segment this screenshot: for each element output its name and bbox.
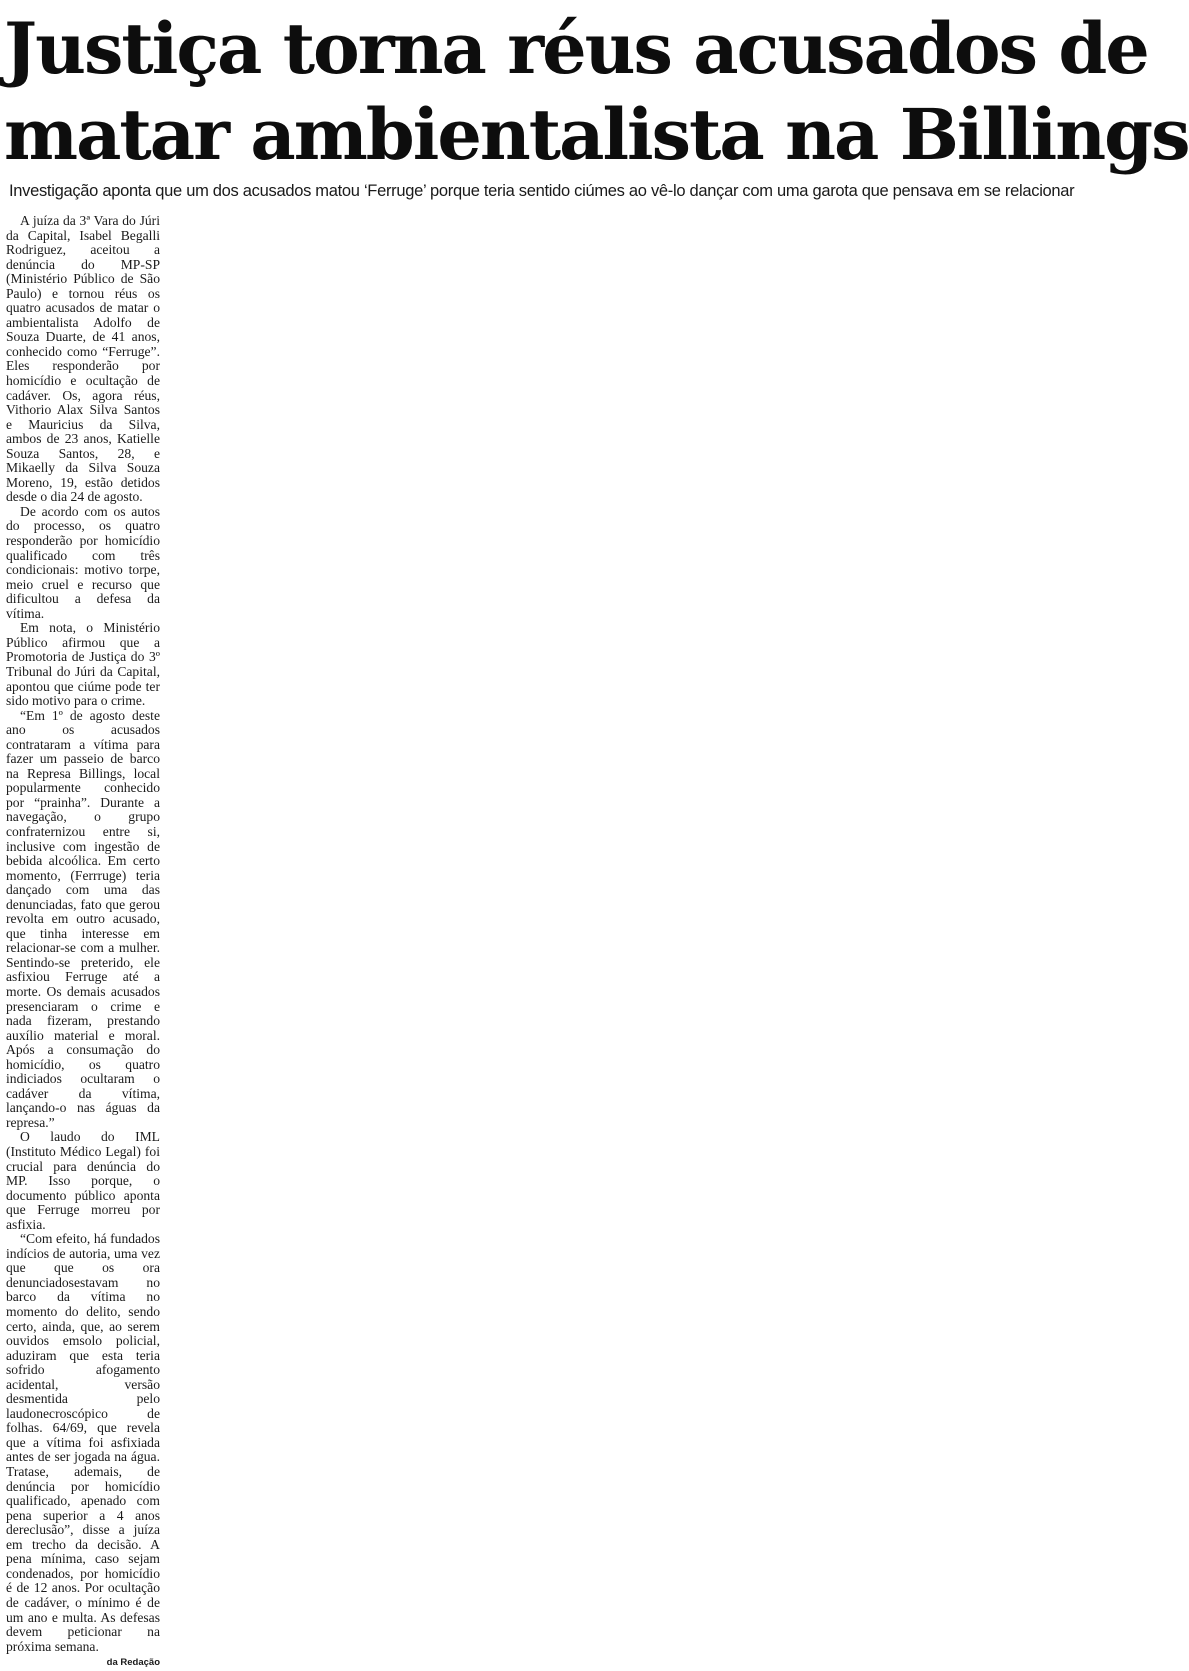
subheadline: Investigação aponta que um dos acusados matou ‘Ferruge’ porque teria sentido ciúmes ao vê-lo dançar com uma garota que pensava em se relacionar <box>9 182 1075 200</box>
paragraph-1: A juíza da 3ª Vara do Júri da Capital, Isabel Begalli Rodriguez, aceitou a denúncia do MP-SP (Ministério Público de São Paulo) e tornou réus os quatro acusados de matar o ambientalista Adolfo de Souza Duarte, de 41 anos, conhecido como “Ferruge”. Eles responderão por homicídio e ocultação de cadáver. Os, agora réus, Vithorio Alax Silva Santos e Mauricius da Silva, ambos de 23 anos, Katielle Souza Santos, 28, e Mikaelly da Silva Souza Moreno, 19, estão detidos desde o dia 24 de agosto. <box>6 213 160 505</box>
paragraph-2: De acordo com os autos do processo, os quatro responderão por homicídio qualificado com três condicionais: motivo torpe, meio cruel e recurso que dificultou a defesa da vítima. <box>6 503 160 621</box>
paragraph-5: O laudo do IML (Instituto Médico Legal) foi crucial para denúncia do MP. Isso porque, o documento público aponta que Ferruge morreu por asfixia. <box>6 1129 160 1232</box>
paragraph-4: “Em 1º de agosto deste ano os acusados contrataram a vítima para fazer um passeio de barco na Represa Billings, local popularmente conhecido por “prainha”. Durante a navegação, o grupo confraternizou entre si, inclusive com ingestão de bebida alcoólica. Em certo momento, (Ferrruge) teria dançado com uma das denunciadas, fato que gerou revolta em outro acusado, que tinha interesse em relacionar-se com a mulher. Sentindo-se preterido, ele asfixiou Ferruge até a morte. Os demais acusados presenciaram o crime e nada fizeram, prestando auxílio material e moral. Após a consumação do homicídio, os quatro indiciados ocultaram o cadáver da vítima, lançando-o nas águas da represa.” <box>6 707 160 1130</box>
headline-line-1: Justiça torna réus acusados de <box>4 7 1148 90</box>
paragraph-6 <box>6 1231 160 1669</box>
article-body <box>6 214 160 1671</box>
headline-line-2: matar ambientalista na Billings <box>4 93 1189 176</box>
paragraph-3: Em nota, o Ministério Público afirmou que a Promotoria de Justiça do 3º Tribunal do Júri da Capital, apontou que ciúme pode ter sido motivo para o crime. <box>6 620 160 709</box>
byline: da Redação <box>106 1657 160 1669</box>
paragraph-6-text: “Com efeito, há fundados indícios de autoria, uma vez que que os ora denunciadosestavam no barco da vítima no momento do delito, sendo certo, ainda, que, ao serem ouvidos emsolo policial, aduziram que esta teria sofrido afogamento acidental, versão desmentida pelo laudonecroscópico de folhas. 64/69, que revela que a vítima foi asfixiada antes de ser jogada na água. Tratase, ademais, de denúncia por homicídio qualificado, apenado com pena superior a 4 anos dereclusão”, disse a juíza em trecho da decisão. A pena mínima, caso sejam condenados, por homicídio é de 12 anos. Por ocultação de cadáver, o mínimo é de um ano e multa. As defesas devem peticionar na próxima semana. <box>6 1231 160 1654</box>
headline <box>4 6 1189 178</box>
